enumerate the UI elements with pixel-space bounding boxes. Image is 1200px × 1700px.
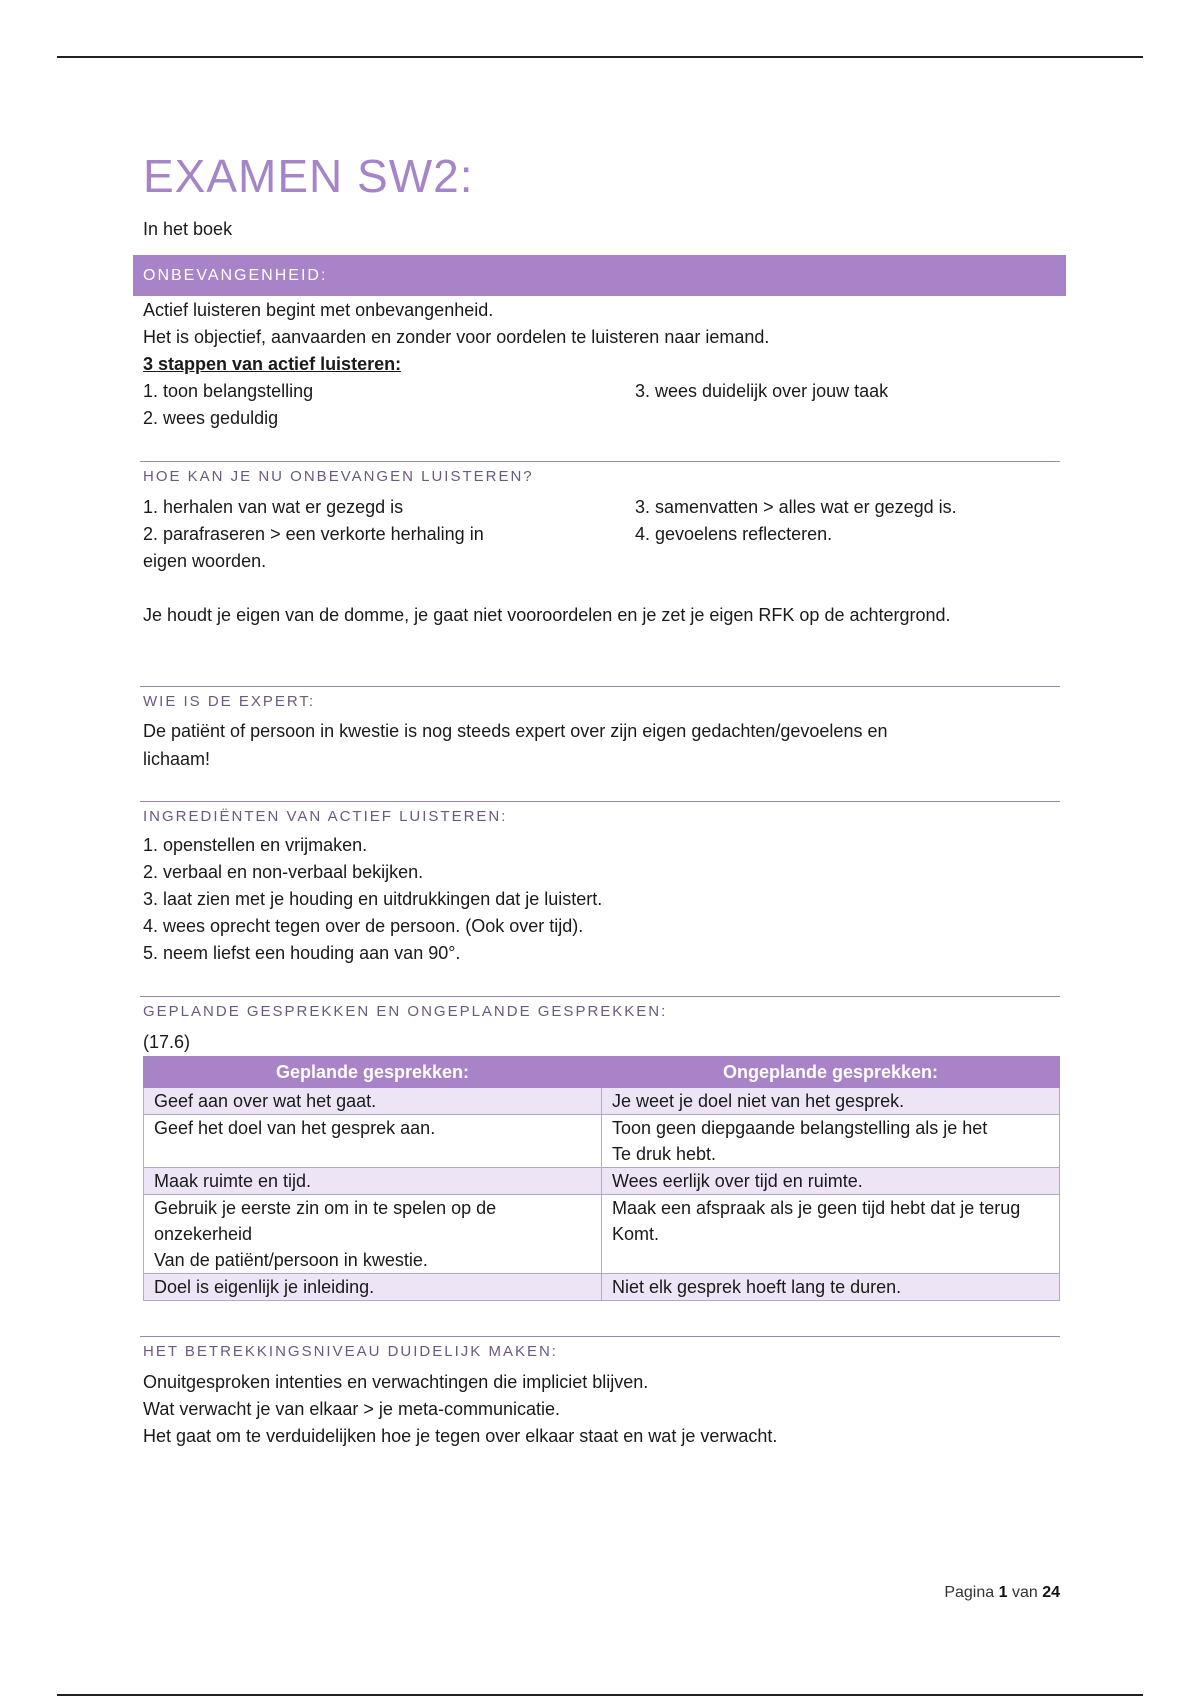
section-heading-expert: WIE IS DE EXPERT:: [140, 686, 1060, 713]
table-row: [144, 1088, 1060, 1115]
header-rule: [57, 56, 1143, 58]
section-ingredienten-body: [143, 832, 1060, 967]
list-item: 4. wees oprecht tegen over de persoon. (Ook over tijd).: [143, 916, 584, 936]
body-line: Onuitgesproken intenties en verwachtingen die impliciet blijven.: [143, 1372, 649, 1392]
list-item: 1. openstellen en vrijmaken.: [143, 835, 368, 855]
body-line: Actief luisteren begint met onbevangenheid.: [143, 300, 494, 320]
table-row: [144, 1115, 1060, 1168]
section-heading-onbevangen-luisteren: HOE KAN JE NU ONBEVANGEN LUISTEREN?: [140, 461, 1060, 488]
table-cell: Gebruik je eerste zin om in te spelen op de onzekerheid Van de patiënt/persoon in kwestie.: [144, 1195, 602, 1274]
body-line: Het gaat om te verduidelijken hoe je tegen over elkaar staat en wat je verwacht.: [143, 1426, 778, 1446]
table-cell: Niet elk gesprek hoeft lang te duren.: [602, 1274, 1060, 1301]
list-item: 3. laat zien met je houding en uitdrukkingen dat je luistert.: [143, 889, 603, 909]
list-item: 3. samenvatten > alles wat er gezegd is.: [635, 497, 957, 517]
steps-title: 3 stappen van actief luisteren:: [143, 354, 402, 374]
table-cell: Geef het doel van het gesprek aan.: [144, 1115, 602, 1168]
list-item: 3. wees duidelijk over jouw taak: [635, 381, 889, 401]
table-row: [144, 1195, 1060, 1274]
list-item: 2. verbaal en non-verbaal bekijken.: [143, 862, 424, 882]
page-total: 24: [1042, 1584, 1060, 1601]
document-subtitle: In het boek: [143, 219, 233, 239]
list-item: eigen woorden.: [143, 551, 267, 571]
body-line: Het is objectief, aanvaarden en zonder voor oordelen te luisteren naar iemand.: [143, 327, 770, 347]
body-line: De patiënt of persoon in kwestie is nog steeds expert over zijn eigen gedachten/gevoelens en: [143, 721, 888, 741]
table-header-ongeplande: Ongeplande gesprekken:: [602, 1057, 1060, 1088]
page-number: [944, 1579, 1060, 1606]
table-cell: Geef aan over wat het gaat.: [144, 1088, 602, 1115]
table-cell: Doel is eigenlijk je inleiding.: [144, 1274, 602, 1301]
section-expert-body: [143, 717, 1060, 773]
section-heading-betrekkingsniveau: HET BETREKKINGSNIVEAU DUIDELIJK MAKEN:: [140, 1336, 1060, 1363]
list-item: 2. wees geduldig: [143, 408, 279, 428]
document-title: EXAMEN SW2:: [143, 150, 474, 202]
section-heading-gesprekken: GEPLANDE GESPREKKEN EN ONGEPLANDE GESPREKKEN:: [140, 996, 1060, 1023]
table-cell: Wees eerlijk over tijd en ruimte.: [602, 1168, 1060, 1195]
body-line: lichaam!: [143, 749, 211, 769]
section-heading-onbevangenheid: ONBEVANGENHEID:: [133, 255, 1066, 296]
table-cell: Maak ruimte en tijd.: [144, 1168, 602, 1195]
list-item: 1. toon belangstelling: [143, 381, 314, 401]
page-label: Pagina: [944, 1584, 995, 1601]
table-cell: Je weet je doel niet van het gesprek.: [602, 1088, 1060, 1115]
table-header-row: [144, 1057, 1060, 1088]
section-betrekkingsniveau-body: [143, 1369, 1060, 1450]
section-note: Je houdt je eigen van de domme, je gaat niet vooroordelen en je zet je eigen RFK op de achtergrond.: [143, 605, 951, 625]
section-onbevangenheid-body: [143, 297, 1060, 432]
table-row: [144, 1168, 1060, 1195]
table-cell: Toon geen diepgaande belangstelling als je het Te druk hebt.: [602, 1115, 1060, 1168]
list-item: 2. parafraseren > een verkorte herhaling in: [143, 524, 484, 544]
footer-rule: [57, 1694, 1143, 1696]
list-item: 5. neem liefst een houding aan van 90°.: [143, 943, 461, 963]
body-line: Wat verwacht je van elkaar > je meta-communicatie.: [143, 1399, 560, 1419]
table-row: [144, 1274, 1060, 1301]
list-item: 1. herhalen van wat er gezegd is: [143, 497, 404, 517]
table-header-geplande: Geplande gesprekken:: [144, 1057, 602, 1088]
list-item: 4. gevoelens reflecteren.: [635, 524, 833, 544]
section-onbevangen-luisteren-body: [143, 494, 1060, 575]
section-heading-ingredienten: INGREDIËNTEN VAN ACTIEF LUISTEREN:: [140, 801, 1060, 828]
page-current: 1: [998, 1584, 1008, 1601]
gesprekken-table: [143, 1056, 1060, 1301]
page-of-label: van: [1011, 1584, 1038, 1601]
section-reference: (17.6): [143, 1032, 191, 1052]
table-cell: Maak een afspraak als je geen tijd hebt dat je terug Komt.: [602, 1195, 1060, 1274]
